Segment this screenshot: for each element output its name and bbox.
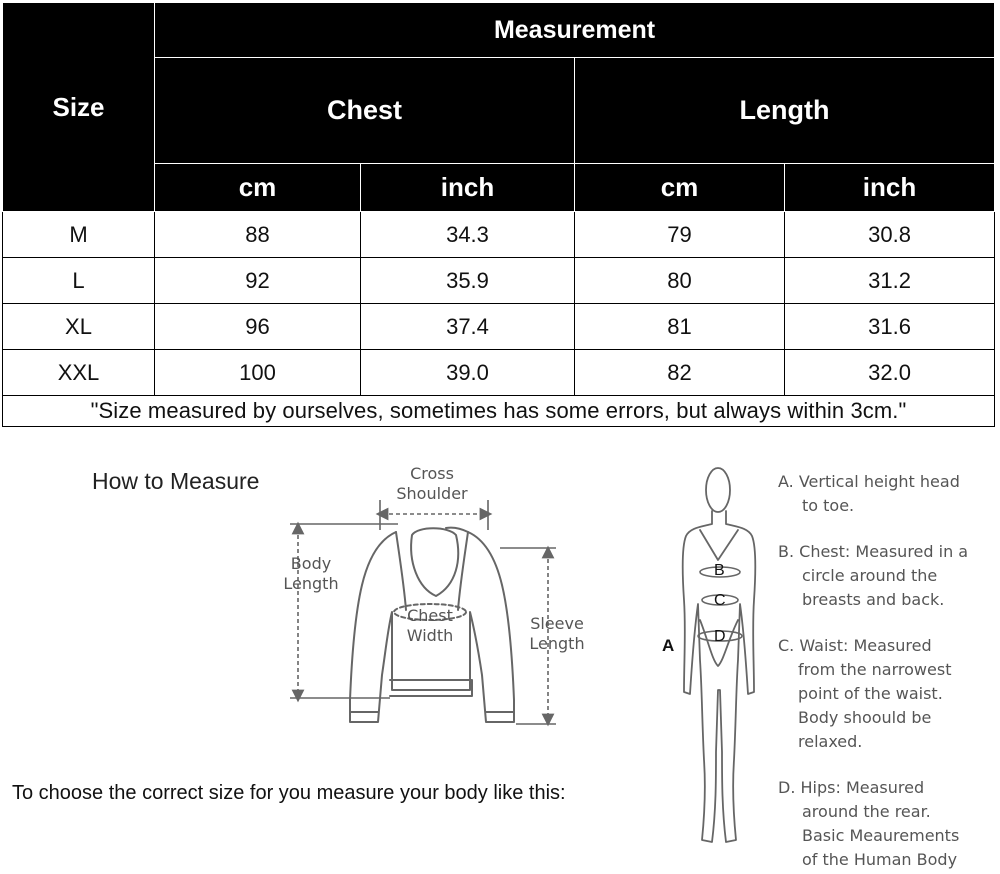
table-row <box>3 258 995 304</box>
marker-c: C <box>714 592 726 609</box>
size-cell: XXL <box>3 350 155 396</box>
sleeve-length-label-line: Sleeve <box>530 614 584 633</box>
sleeve-length-label <box>522 614 592 654</box>
marker-b: B <box>714 562 725 579</box>
instruction-text: To choose the correct size for you measure your body like this: <box>12 782 566 804</box>
chest-inch-cell: 34.3 <box>361 212 575 258</box>
note-line: around the rear. <box>802 802 931 821</box>
chest-inch-cell: 37.4 <box>361 304 575 350</box>
cross-shoulder-label-line: Cross <box>410 464 454 483</box>
size-cell: M <box>3 212 155 258</box>
size-cell: L <box>3 258 155 304</box>
size-cell: XL <box>3 304 155 350</box>
figure-chest-lines <box>700 530 738 560</box>
length-cm-cell: 80 <box>575 258 785 304</box>
length-cm-cell: 82 <box>575 350 785 396</box>
chest-width-label-line: Chest <box>407 606 453 625</box>
sweater-hem <box>390 680 472 696</box>
chest-width-label <box>398 606 462 646</box>
chest-cm-cell: 96 <box>155 304 361 350</box>
note-line: to toe. <box>802 496 855 515</box>
note-c <box>778 634 951 754</box>
note-line: B. Chest: Measured in a <box>778 542 969 561</box>
table-row <box>3 350 995 396</box>
note-line: of the Human Body <box>802 850 958 869</box>
chest-inch-cell: 39.0 <box>361 350 575 396</box>
marker-a: A <box>662 636 675 655</box>
note-line: circle around the <box>802 566 938 585</box>
unit-header-chest-inch: inch <box>361 164 575 212</box>
body-length-label <box>276 554 346 594</box>
unit-header-length-inch: inch <box>785 164 995 212</box>
header-row-measurement <box>3 3 995 58</box>
table-row <box>3 212 995 258</box>
unit-header-chest-cm: cm <box>155 164 361 212</box>
note-line: Basic Meaurements <box>802 826 960 845</box>
size-note: "Size measured by ourselves, sometimes has some errors, but always within 3cm." <box>3 396 995 427</box>
chest-cm-cell: 88 <box>155 212 361 258</box>
note-line: point of the waist. <box>798 684 943 703</box>
note-line: A. Vertical height head <box>778 472 960 491</box>
sweater-collar <box>411 528 458 596</box>
chest-inch-cell: 35.9 <box>361 258 575 304</box>
figure-head <box>706 468 730 512</box>
cross-shoulder-label <box>390 464 474 504</box>
measurement-header: Measurement <box>155 3 995 58</box>
length-inch-cell: 31.2 <box>785 258 995 304</box>
how-to-measure-title: How to Measure <box>92 468 260 494</box>
length-inch-cell: 30.8 <box>785 212 995 258</box>
chest-cm-cell: 92 <box>155 258 361 304</box>
cross-shoulder-label-line: Shoulder <box>396 484 468 503</box>
size-chart-table <box>2 2 995 427</box>
note-line: C. Waist: Measured <box>778 636 932 655</box>
note-b <box>778 540 968 612</box>
note-line: breasts and back. <box>802 590 945 609</box>
sleeve-length-label-line: Length <box>529 634 585 653</box>
length-inch-cell: 32.0 <box>785 350 995 396</box>
length-cm-cell: 79 <box>575 212 785 258</box>
unit-header-length-cm: cm <box>575 164 785 212</box>
note-d <box>778 776 959 872</box>
note-line: Body shoould be <box>798 708 932 727</box>
chest-header: Chest <box>155 58 575 164</box>
length-inch-cell: 31.6 <box>785 304 995 350</box>
chest-cm-cell: 100 <box>155 350 361 396</box>
body-length-label-line: Body <box>290 554 332 573</box>
note-row <box>3 396 995 427</box>
table-row <box>3 304 995 350</box>
length-header: Length <box>575 58 995 164</box>
note-line: D. Hips: Measured <box>778 778 925 797</box>
marker-d: D <box>714 628 726 645</box>
chest-width-label-line: Width <box>406 626 454 645</box>
size-header: Size <box>3 3 155 212</box>
body-length-label-line: Length <box>283 574 339 593</box>
human-figure <box>683 468 756 842</box>
note-line: relaxed. <box>798 732 863 751</box>
note-a <box>778 470 960 518</box>
length-cm-cell: 81 <box>575 304 785 350</box>
note-line: from the narrowest <box>798 660 952 679</box>
figure-outline <box>683 511 756 842</box>
